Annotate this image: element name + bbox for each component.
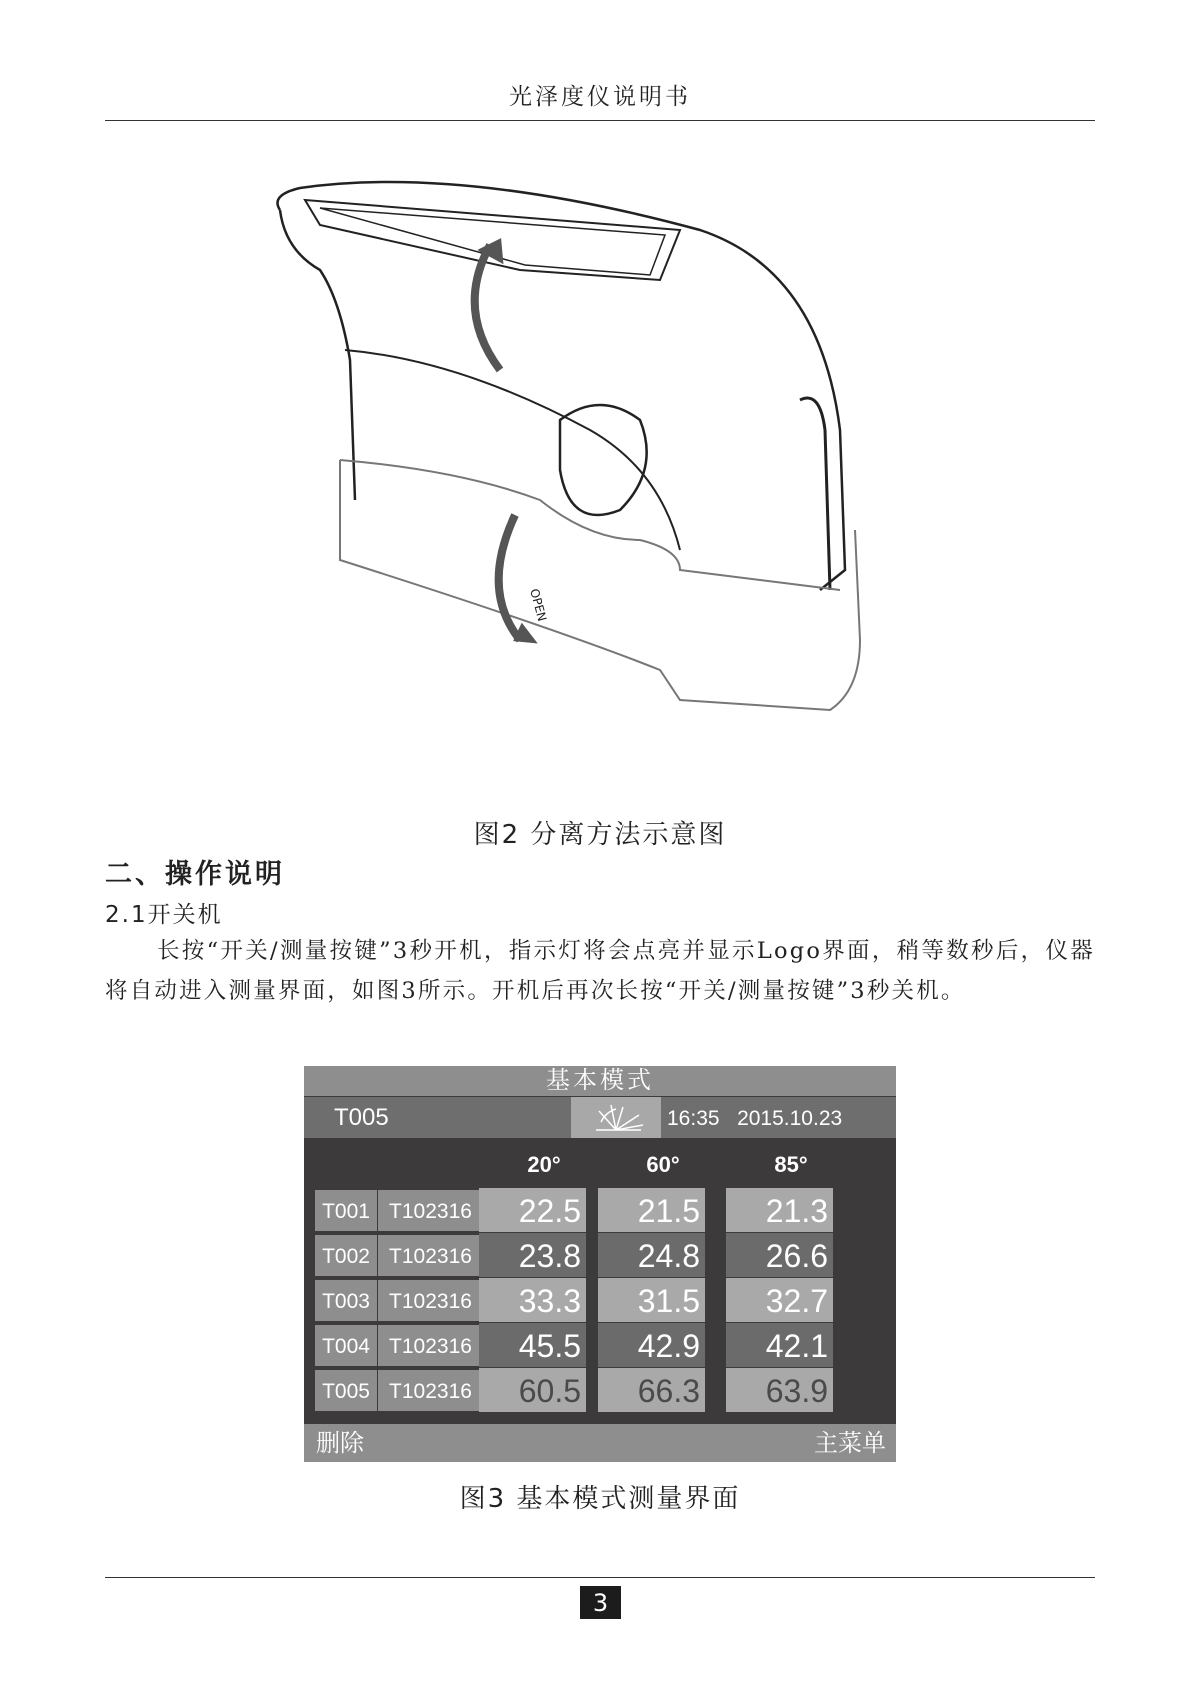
angle-header-60: 60°	[646, 1152, 680, 1177]
main-menu-softkey[interactable]: 主菜单	[814, 1430, 886, 1457]
measurement-value: 63.9	[726, 1368, 833, 1412]
angle-header-20: 20°	[527, 1152, 561, 1177]
measurement-value: 26.6	[726, 1233, 833, 1277]
measurement-value: 23.8	[479, 1233, 586, 1277]
page-number: 3	[580, 1586, 621, 1619]
measurement-value: 66.3	[598, 1368, 705, 1412]
measurement-value: 21.5	[598, 1188, 705, 1232]
row-name[interactable]: T102316	[378, 1370, 483, 1411]
current-sample-id: T005	[304, 1097, 571, 1138]
measurement-value: 22.5	[479, 1188, 586, 1232]
clock	[661, 1097, 896, 1138]
measurement-value: 42.9	[598, 1323, 705, 1367]
delete-softkey[interactable]: 删除	[316, 1430, 364, 1457]
figure3-caption: 图3 基本模式测量界面	[459, 1484, 741, 1514]
measurement-value: 60.5	[479, 1368, 586, 1412]
angle-header-85: 85°	[774, 1152, 808, 1177]
device-separation-illustration	[260, 170, 940, 770]
date: 2015.10.23	[737, 1107, 843, 1130]
measurement-value: 32.7	[726, 1278, 833, 1322]
softkey-bar	[304, 1424, 896, 1462]
measurement-value: 45.5	[479, 1323, 586, 1367]
section-heading: 二、操作说明	[105, 859, 285, 890]
measurement-value: 42.1	[726, 1323, 833, 1367]
screen-title: 基本模式	[304, 1066, 896, 1096]
measurement-screen	[304, 1066, 896, 1462]
row-name[interactable]: T102316	[378, 1325, 483, 1366]
row-name[interactable]: T102316	[378, 1235, 483, 1276]
figure2-caption: 图2 分离方法示意图	[473, 820, 727, 850]
footer-rule	[105, 1577, 1095, 1578]
subsection-heading: 2.1开关机	[105, 902, 223, 928]
row-name[interactable]: T102316	[378, 1280, 483, 1321]
row-id[interactable]: T003	[315, 1280, 377, 1321]
measurement-value: 31.5	[598, 1278, 705, 1322]
running-header: 光泽度仪说明书	[509, 84, 691, 110]
row-id[interactable]: T004	[315, 1325, 377, 1366]
row-id[interactable]: T002	[315, 1235, 377, 1276]
row-id[interactable]: T001	[315, 1190, 377, 1231]
open-label: OPEN	[527, 587, 550, 623]
angle-fan-icon	[571, 1097, 661, 1138]
row-id[interactable]: T005	[315, 1370, 377, 1411]
header-rule	[105, 120, 1095, 121]
time: 16:35	[667, 1107, 720, 1130]
row-name[interactable]: T102316	[378, 1190, 483, 1231]
measurement-value: 24.8	[598, 1233, 705, 1277]
measurement-value: 33.3	[479, 1278, 586, 1322]
measurement-value: 21.3	[726, 1188, 833, 1232]
body-paragraph: 长按“开关/测量按键”3秒开机，指示灯将会点亮并显示Logo界面，稍等数秒后，仪器将自动进入测量界面，如图3所示。开机后再次长按“开关/测量按键”3秒关机。	[105, 938, 1095, 1004]
